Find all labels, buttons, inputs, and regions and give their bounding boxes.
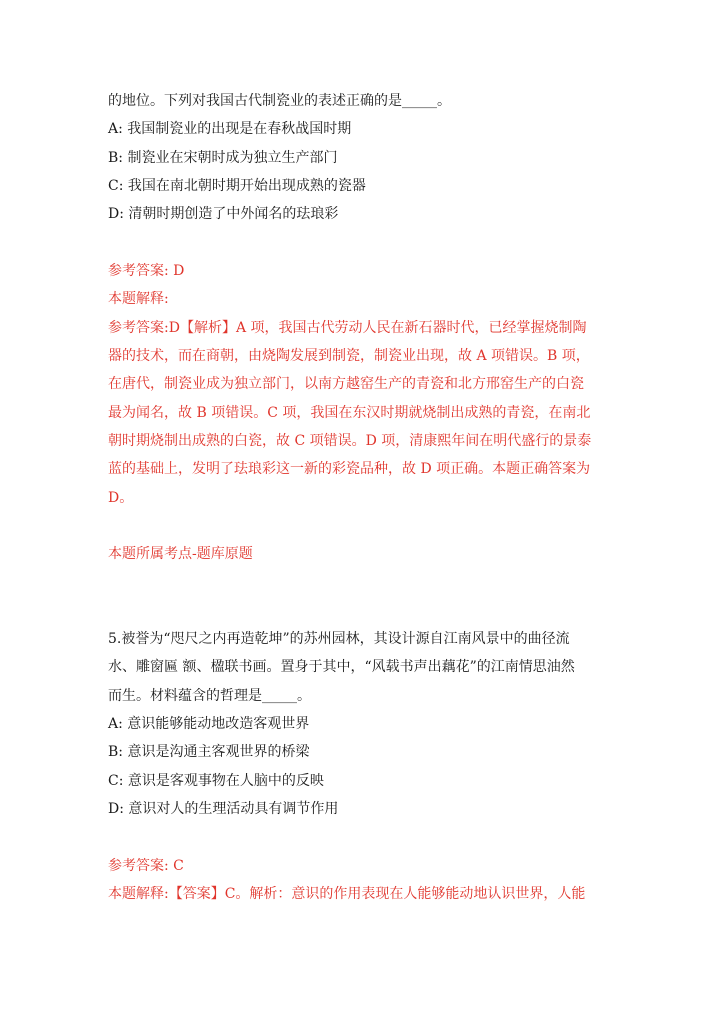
question-stem: 的地位。下列对我国古代制瓷业的表述正确的是_____。 (108, 93, 451, 109)
question-stem: 水、雕窗匾 额、楹联书画。置身于其中，“风载书声出藕花”的江南情思油然 (108, 659, 575, 675)
explanation-line: 参考答案:D【解析】A 项，我国古代劳动人民在新石器时代，已经掌握烧制陶 (108, 320, 587, 336)
option-c: C: 意识是客观事物在人脑中的反映 (108, 773, 324, 789)
answer-line: 参考答案: C (108, 858, 184, 874)
answer-line: 参考答案: D (108, 263, 185, 279)
option-a: A: 意识能够能动地改造客观世界 (108, 716, 310, 732)
question-stem: 5.被誉为“咫尺之内再造乾坤”的苏州园林，其设计源自江南风景中的曲径流 (108, 631, 570, 647)
explanation-line: D。 (108, 490, 134, 506)
option-b: B: 意识是沟通主客观世界的桥梁 (108, 744, 310, 760)
explanation-line: 蓝的基础上，发明了珐琅彩这一新的彩瓷品种，故 D 项正确。本题正确答案为 (108, 461, 591, 477)
topic-line: 本题所属考点-题库原题 (108, 546, 253, 562)
explanation-line: 最为闻名，故 B 项错误。C 项，我国在东汉时期就烧制出成熟的青瓷，在南北 (108, 405, 591, 421)
question-stem: 而生。材料蕴含的哲理是_____。 (108, 688, 311, 704)
option-b: B: 制瓷业在宋朝时成为独立生产部门 (108, 150, 338, 166)
option-d: D: 意识对人的生理活动具有调节作用 (108, 801, 339, 817)
explanation-line: 在唐代，制瓷业成为独立部门，以南方越窑生产的青瓷和北方邢窑生产的白瓷 (108, 376, 584, 392)
explanation-line: 朝时期烧制出成熟的白瓷，故 C 项错误。D 项，清康熙年间在明代盛行的景泰 (108, 433, 592, 449)
explanation-line: 器的技术，而在商朝，由烧陶发展到制瓷，制瓷业出现，故 A 项错误。B 项， (108, 348, 590, 364)
explanation-label: 本题解释: (108, 291, 169, 307)
option-c: C: 我国在南北朝时期开始出现成熟的瓷器 (108, 178, 366, 194)
option-d: D: 清朝时期创造了中外闻名的珐琅彩 (108, 206, 339, 222)
option-a: A: 我国制瓷业的出现是在春秋战国时期 (108, 121, 352, 137)
explanation-line: 本题解释:【答案】C。解析：意识的作用表现在人能够能动地认识世界，人能 (108, 886, 586, 902)
